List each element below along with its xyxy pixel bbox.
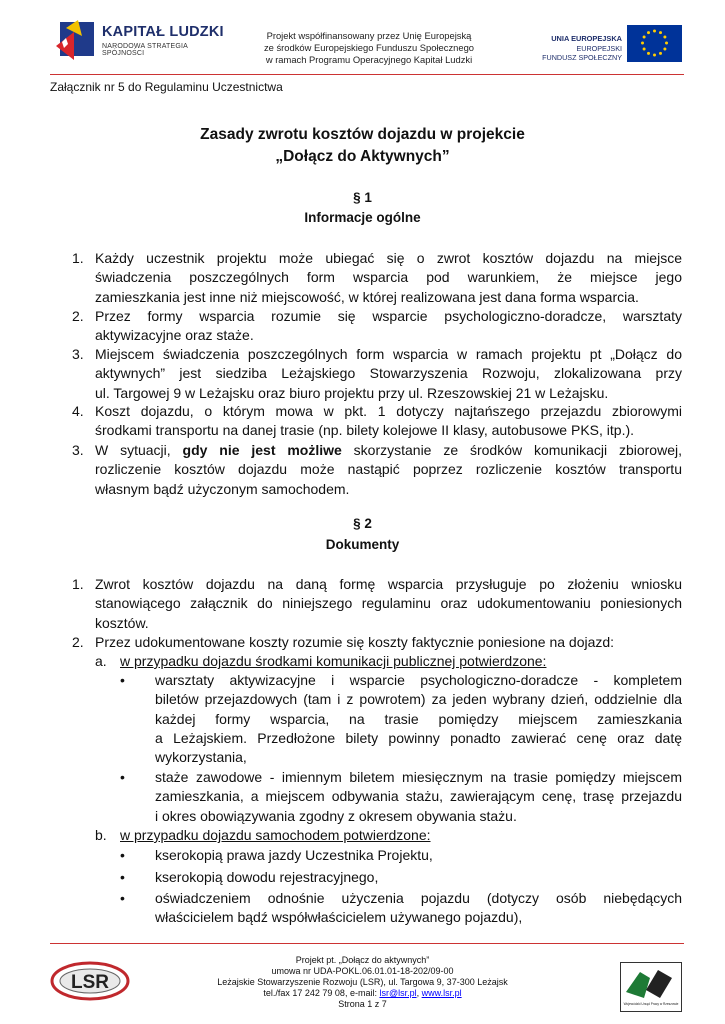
bullet-item: kserokopią prawa jazdy Uczestnika Projektu,: [155, 847, 433, 863]
text-line: Każdy uczestnik projektu może ubiegać się o zwrot kosztów dojazdu na miejsce: [95, 250, 682, 266]
section-1-mark: § 1: [353, 190, 372, 205]
lsr-logo-text: LSR: [71, 972, 109, 993]
text-span: W sytuacji,: [95, 442, 183, 458]
section-1-heading: Informacje ogólne: [304, 210, 421, 225]
sub-heading: w przypadku dojazdu samochodem potwierdzone:: [120, 827, 431, 843]
page-number: Strona 1 z 7: [338, 999, 387, 1009]
text-line: aktywnych” jest siedziba Leżajskiego Stowarzyszenia Rozwoju, zlokalizowana przy: [95, 365, 682, 382]
text-line: biletów przejazdowych (tam i z powrotem) za jeden wybrany dzień, oddzielnie dla: [155, 691, 682, 708]
footer-divider: [50, 943, 684, 944]
email-link[interactable]: lsr@lsr.pl: [379, 988, 417, 998]
text-line: Przez udokumentowane koszty rozumie się koszty faktycznie poniesione na dojazd:: [95, 634, 615, 650]
lsr-logo: [50, 960, 130, 1002]
text-line: ul. Targowej 9 w Leżajsku oraz biuro projektu przy ul. Rzeszowskiej 21 w Leżajsku.: [95, 384, 609, 401]
bullet-item: [155, 768, 682, 826]
text-line: zamieszkania, a miejscem odbywania stażu, zawierającym cenę, trasę przejazdu: [155, 788, 682, 805]
text-line: kosztów.: [95, 614, 149, 631]
list-number: 4.: [72, 403, 84, 419]
bullet: •: [120, 769, 125, 785]
footer-line: umowa nr UDA-POKL.06.01.01-18-202/09-00: [271, 966, 454, 976]
sub-letter: a.: [95, 653, 107, 669]
text-line: Zwrot kosztów dojazdu na daną formę wsparcia przysługuje po złożeniu wniosku: [95, 576, 682, 592]
list-item: [95, 633, 682, 652]
text-line: środkami transportu na danej trasie (np. bilety kolejowe II klasy, autobusowe PKS, itp.).: [95, 422, 635, 439]
cofinancing-line: w ramach Programu Operacyjnego Kapitał Ludzki: [265, 54, 473, 65]
list-number: 2.: [72, 308, 84, 324]
footer-contact: [170, 988, 555, 999]
separator: ,: [416, 988, 422, 998]
bullet: •: [120, 847, 125, 863]
list-number: 1.: [72, 250, 84, 266]
wup-logo-text: Wojewódzki Urząd Pracy w Rzeszowie: [623, 1002, 679, 1006]
footer-line: Leżajskie Stowarzyszenie Rozwoju (LSR), ul. Targowa 9, 37-300 Leżajsk: [217, 977, 508, 987]
text-line: rozliczenie kosztów dojazdu może nastąpić poprzez rozliczenie kosztów transportu: [95, 461, 682, 478]
wup-logo: [620, 962, 682, 1012]
text-line: własnym bądź użyczonym samochodem.: [95, 480, 350, 497]
bullet: •: [120, 672, 125, 688]
text-line: stanowiącego załącznik do niniejszego regulaminu oraz udokumentowaniu poniesionych: [95, 595, 682, 612]
text-line: wykorzystania,: [155, 749, 247, 766]
text-line: aktywizacyjne oraz staże.: [95, 327, 254, 344]
list-number: 3.: [72, 346, 84, 362]
sub-letter: b.: [95, 827, 107, 843]
bullet: •: [120, 890, 125, 906]
text-line: a Leżajskiem. Przedłożone bilety powinny ponadto zawierać cenę oraz datę: [155, 729, 682, 746]
section-2-heading: Dokumenty: [325, 537, 400, 552]
text-line: oświadczeniem odnośnie użyczenia pojazdu (dotyczy osób niebędących: [155, 890, 682, 906]
sub-heading: w przypadku dojazdu środkami komunikacji publicznej potwierdzone:: [120, 653, 547, 669]
list-number: 1.: [72, 576, 84, 592]
text-line: Przez formy wsparcia rozumie się wsparcie psychologiczno-doradcze, warsztaty: [95, 308, 682, 324]
text-line: każdej formy wsparcia, na trasie pomiędzy miejscem zamieszkania: [155, 710, 682, 727]
text-line: warsztaty aktywizacyjne i wsparcie psychologiczno-doradcze - kompletem: [155, 672, 682, 688]
eu-flag-icon: [627, 25, 682, 62]
list-item: [95, 307, 682, 346]
document-title: Zasady zwrotu kosztów dojazdu w projekcie: [200, 126, 525, 143]
text-span: skorzystanie ze środków komunikacji zbiorowej,: [341, 442, 682, 458]
cofinancing-line: Projekt współfinansowany przez Unię Europejską: [266, 30, 472, 41]
footer-line: Projekt pt. „Dołącz do aktywnych”: [295, 955, 430, 965]
list-item: [95, 575, 682, 633]
text-line: staże zawodowe - imiennym biletem miesięcznym na trasie pomiędzy miejscem: [155, 769, 682, 785]
list-number: 3.: [72, 442, 84, 458]
contact-label: tel./fax 17 242 79 08, e-mail:: [263, 988, 380, 998]
section-2-mark: § 2: [353, 516, 372, 531]
text-line: właścicielem bądź współwłaścicielem używanego pojazdu),: [155, 909, 523, 926]
emphasis: gdy nie jest możliwe: [182, 442, 342, 458]
eu-line2: EUROPEJSKI: [576, 43, 622, 53]
list-item: [95, 249, 682, 307]
kapital-ludzki-logo: [52, 18, 232, 66]
bullet: •: [120, 869, 125, 885]
bullet-item: kserokopią dowodu rejestracyjnego,: [155, 869, 379, 885]
document-title-project: „Dołącz do Aktywnych”: [275, 148, 450, 165]
text-line: Koszt dojazdu, o którym mowa w pkt. 1 dotyczy najtańszego przejazdu zbiorowymi: [95, 403, 682, 419]
eu-line1: UNIA EUROPEJSKA: [551, 34, 622, 43]
list-item: [95, 345, 682, 403]
cofinancing-note: [244, 30, 494, 66]
list-item: [95, 402, 682, 441]
text-line: zamieszkania jest inne niż miejscowość, w której realizowana jest dana forma wsparcia.: [95, 288, 639, 305]
bullet-item: [155, 889, 682, 928]
header-divider: [50, 74, 684, 75]
kapital-ludzki-emblem-icon: [52, 18, 98, 66]
kl-title: KAPITAŁ LUDZKI: [102, 24, 224, 40]
attachment-label: Załącznik nr 5 do Regulaminu Uczestnictwa: [50, 80, 283, 94]
list-number: 2.: [72, 634, 84, 650]
text-line: świadczenia poszczególnych form wsparcia pod warunkiem, że miejsce jego: [95, 269, 682, 286]
eu-label: [540, 34, 622, 63]
page-footer: [170, 955, 555, 1010]
text-line: Miejscem świadczenia poszczególnych form wsparcia w ramach projektu pt „Dołącz do: [95, 346, 682, 362]
kl-subtitle: NARODOWA STRATEGIA SPÓJNOŚCI: [102, 43, 188, 57]
cofinancing-line: ze środków Europejskiego Funduszu Społecznego: [263, 42, 475, 53]
text-line: i okres obowiązywania zgodny z okresem obywania stażu.: [155, 807, 517, 824]
list-item: [95, 441, 682, 499]
text-line: [95, 441, 682, 460]
page-header: [0, 0, 725, 78]
website-link[interactable]: www.lsr.pl: [421, 988, 462, 998]
eu-line3: FUNDUSZ SPOŁECZNY: [542, 53, 622, 62]
bullet-item: [155, 671, 682, 767]
